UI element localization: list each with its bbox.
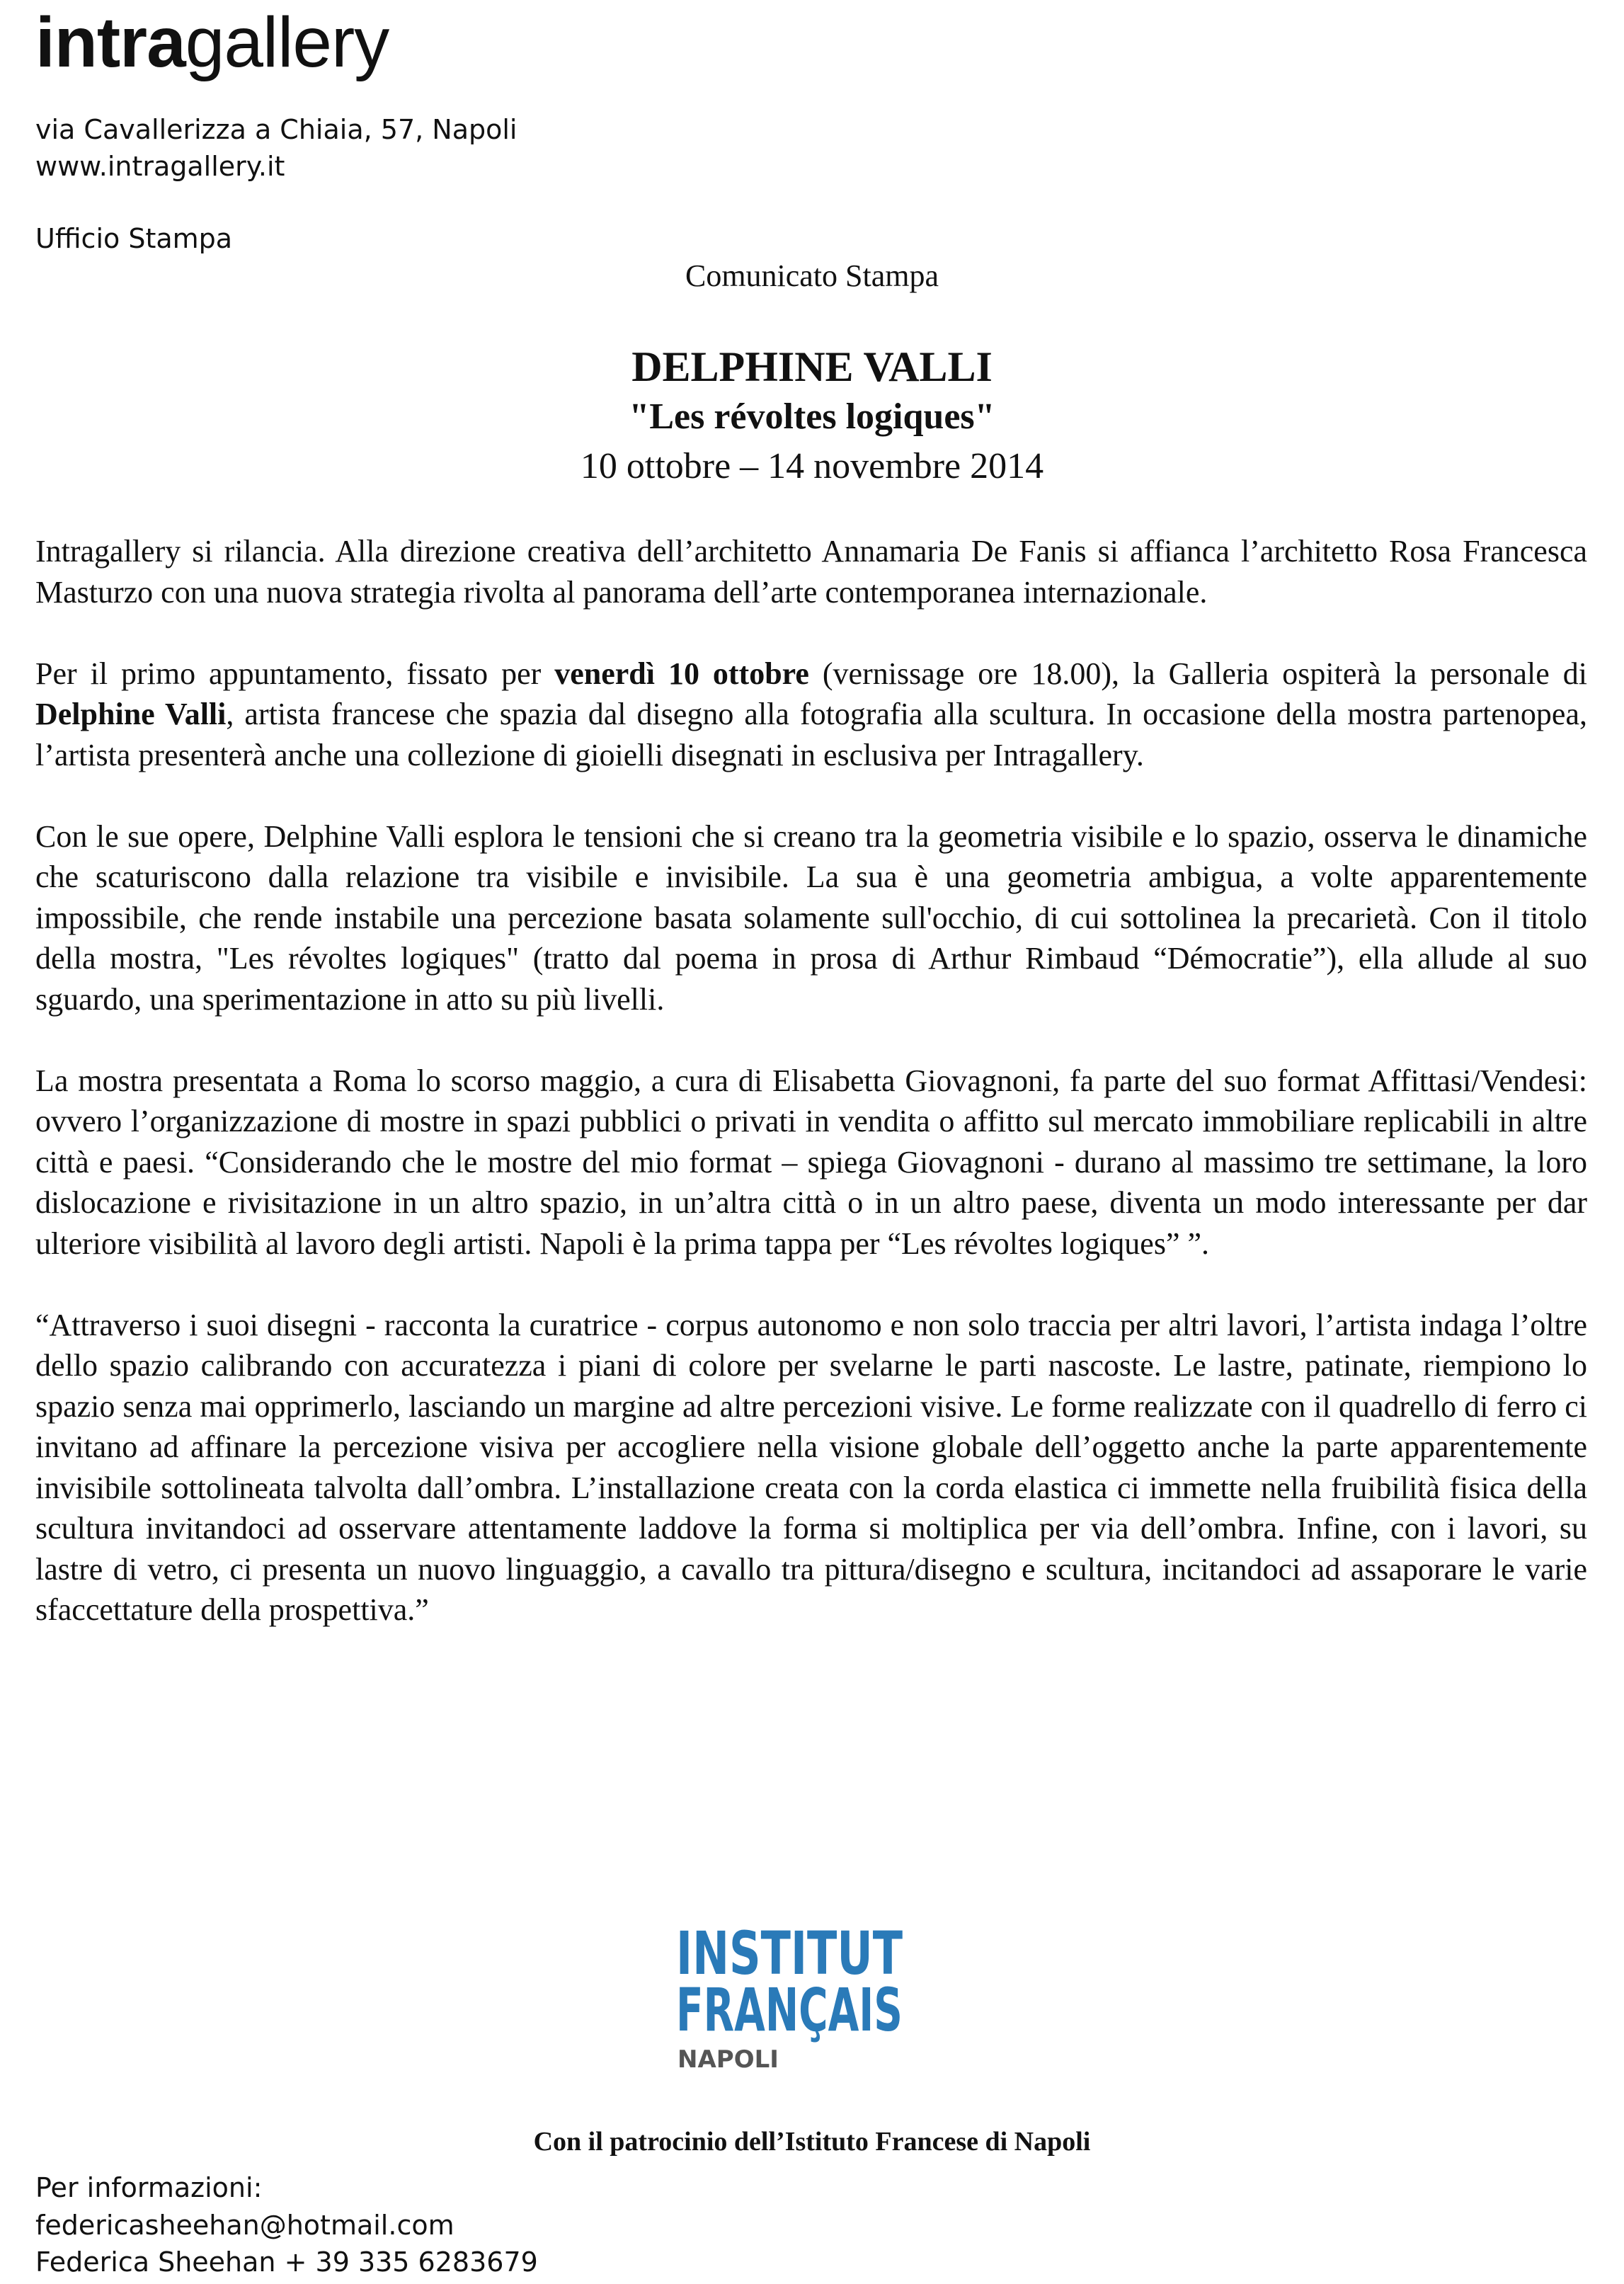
- info-label: Per informazioni:: [35, 2172, 263, 2203]
- press-office-label: Ufficio Stampa: [35, 223, 233, 254]
- gallery-address: via Cavallerizza a Chiaia, 57, Napoli: [35, 114, 517, 145]
- paragraph-works: Con le sue opere, Delphine Valli esplora le tensioni che si creano tra la geometria visibile e lo spazio, osserva le dinamiche che scaturiscono dalla relazione tra visibile e invisibile. La sua è una geometria ambigua, a volte apparentemente impossibile, che rende instabile una percezione basata solamente sull'occhio, di cui sottolinea la precarietà. Con il titolo della mostra, "Les révoltes logiques" (tratto dal poema in prosa di Arthur Rimbaud “Démocratie”), ella allude al suo sguardo, una sperimentazione in atto su più livelli.: [35, 818, 1587, 1017]
- logo-francais-text: FRANÇAIS: [676, 1975, 903, 2045]
- press-release-label: Comunicato Stampa: [685, 258, 939, 293]
- exhibition-dates: 10 ottobre – 14 novembre 2014: [580, 446, 1044, 486]
- logo-intra: intra: [35, 3, 185, 82]
- p2-text-c: (vernissage ore 18.00), la Galleria ospiterà la personale di: [808, 656, 1587, 691]
- institut-francais-logo: [676, 1919, 917, 2074]
- paragraph-format: La mostra presentata a Roma lo scorso maggio, a cura di Elisabetta Giovagnoni, fa parte del suo format Affittasi/Vendesi: ovvero l’organizzazione di mostre in spazi pubblici o privati in vendita o affitto sul mercato immobiliare replicabili in altre città e paesi. “Considerando che le mostre del mio format – spiega Giovagnoni - durano al massimo tre settimane, la loro dislocazione e rivisitazione in un altro spazio, in un’altra città o in un altro paese, diventa un modo interessante per dar ulteriore visibilità al lavoro degli artisti. Napoli è la prima tappa per “Les révoltes logiques” ”.: [35, 1063, 1587, 1261]
- press-release-body: [35, 531, 1587, 1671]
- artist-name: Delphine Valli: [35, 697, 227, 731]
- logo-napoli-text: NAPOLI: [677, 2045, 779, 2074]
- paragraph-opening: [35, 653, 1587, 776]
- opening-date: venerdì 10 ottobre: [554, 656, 809, 691]
- logo-institut-text: INSTITUT: [676, 1919, 903, 1988]
- logo-gallery: gallery: [185, 3, 389, 82]
- artist-title: DELPHINE VALLI: [631, 343, 993, 390]
- patronage-line: Con il patrocinio dell’Istituto Francese di Napoli: [533, 2127, 1091, 2157]
- exhibition-title: "Les révoltes logiques": [629, 396, 995, 437]
- intragallery-logo: [35, 0, 389, 85]
- gallery-website: www.intragallery.it: [35, 151, 285, 182]
- contact-person: Federica Sheehan + 39 335 6283679: [35, 2246, 538, 2278]
- p2-text-e: , artista francese che spazia dal disegno alla fotografia alla scultura. In occasione della mostra partenopea, l’artista presenterà anche una collezione di gioielli disegnati in esclusiva per Intragallery.: [35, 697, 1587, 772]
- paragraph-intro: Intragallery si rilancia. Alla direzione creativa dell’architetto Annamaria De Fanis si affianca l’architetto Rosa Francesca Masturzo con una nuova strategia rivolta al panorama dell’arte contemporanea internazionale.: [35, 534, 1587, 610]
- paragraph-curator-quote: “Attraverso i suoi disegni - racconta la curatrice - corpus autonomo e non solo traccia per altri lavori, l’artista indaga l’oltre dello spazio calibrando con accuratezza i piani di colore per svelarne le parti nascoste. Le lastre, patinate, riempiono lo spazio senza mai opprimerlo, lasciando un margine ad altre percezioni visive. Le forme realizzate con il quadrello di ferro ci invitano ad affinare la percezione visiva per accogliere nella visione globale dell’oggetto anche la parte apparentemente invisibile sottolineata talvolta dall’ombra. L’installazione creata con la corda elastica ci immette nella fruibilità fisica della scultura invitandoci ad osservare attentamente laddove la forma si moltiplica per via dell’ombra. Infine, con i lavori, su lastre di vetro, ci presenta un nuovo linguaggio, a cavallo tra pittura/disegno e scultura, incitandoci ad assaporare le varie sfaccettature della prospettiva.”: [35, 1307, 1587, 1627]
- p2-text-a: Per il primo appuntamento, fissato per: [35, 656, 555, 691]
- contact-email: federicasheehan@hotmail.com: [35, 2210, 454, 2241]
